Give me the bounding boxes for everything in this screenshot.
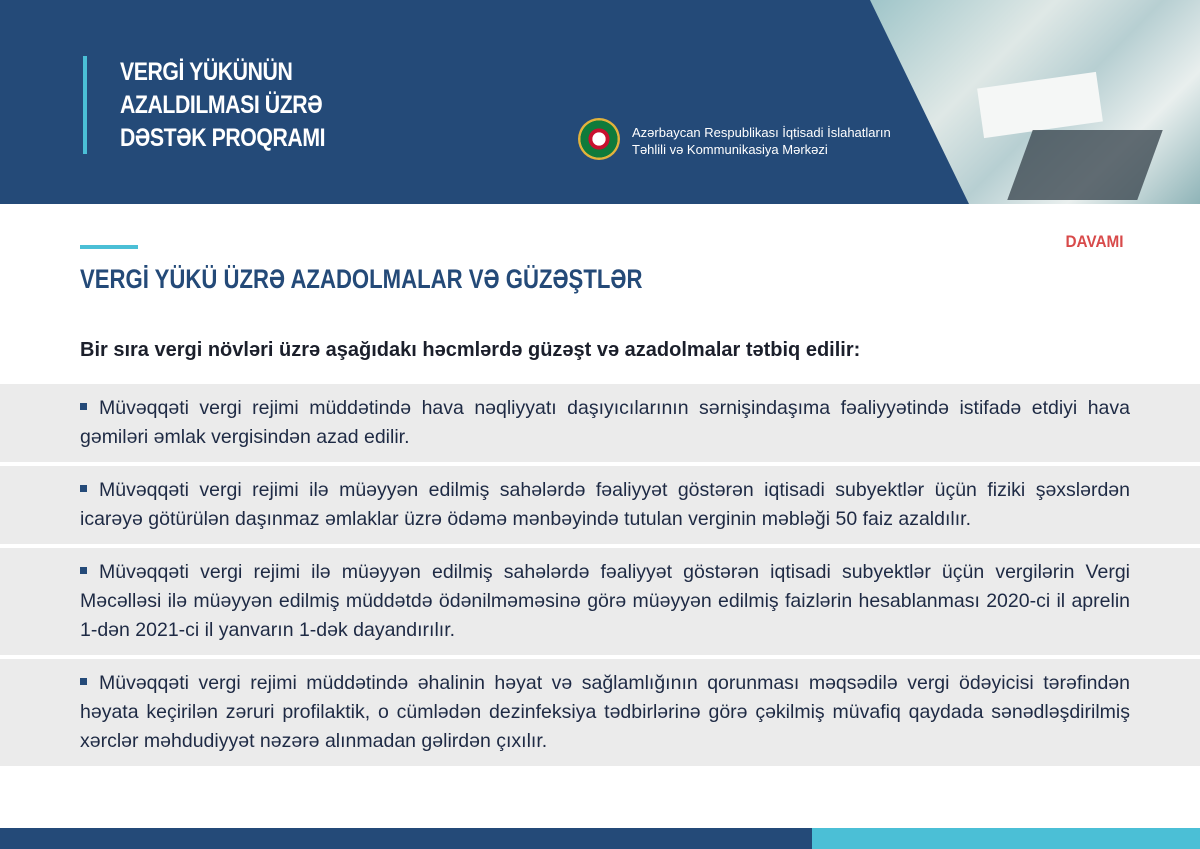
list-item [0, 659, 1200, 766]
list-item [0, 548, 1200, 655]
bullet-icon [80, 403, 87, 410]
footer-bar-accent [812, 828, 1200, 849]
bullet-icon [80, 485, 87, 492]
item-text: Müvəqqəti vergi rejimi müddətində əhalinin həyat və sağlamlığının qorunması məqsədilə vergi ödəyicisi tərəfindən həyata keçirilən zəruri profilaktik, o cümlədən dezinfeksiya tədbirlərinə görə çəkilmiş müvafiq qaydada sənədləşdirilmiş xərclər məhdudiyyət nəzərə alınmadan gəlirdən çıxılır. [80, 672, 1130, 752]
header-photo [870, 0, 1200, 204]
title-line: VERGİ YÜKÜNÜN [120, 58, 293, 86]
org-line: Təhlili və Kommunikasiya Mərkəzi [632, 142, 828, 157]
item-text: Müvəqqəti vergi rejimi ilə müəyyən edilmiş sahələrdə fəaliyyət göstərən iqtisadi subyektlər üçün fiziki şəxslərdən icarəyə götürülən daşınmaz əmlaklar üzrə ödəmə mənbəyində tutulan verginin məbləği 50 faiz azaldılır. [80, 479, 1130, 530]
title-accent-bar [83, 56, 87, 154]
list-item [0, 384, 1200, 462]
bullet-icon [80, 567, 87, 574]
section-accent-bar [80, 245, 138, 249]
organization-name [632, 124, 891, 158]
list-item [0, 466, 1200, 544]
item-text: Müvəqqəti vergi rejimi ilə müəyyən edilmiş sahələrdə fəaliyyət göstərən iqtisadi subyektlər üçün vergilərin Vergi Məcəlləsi ilə müəyyən edilmiş müddətdə ödənilməməsinə görə müəyyən edilmiş faizlərin hesablanması 2020-ci il aprelin 1-dən 2021-ci il yanvarın 1-dək dayandırılır. [80, 561, 1130, 641]
header-banner [0, 0, 1200, 204]
program-title [120, 56, 325, 155]
state-emblem-icon [578, 118, 620, 160]
section-title: VERGİ YÜKÜ ÜZRƏ AZADOLMALAR VƏ GÜZƏŞTLƏR [80, 264, 643, 294]
org-line: Azərbaycan Respublikası İqtisadi İslahatların [632, 125, 891, 140]
bullet-icon [80, 678, 87, 685]
intro-text: Bir sıra vergi növləri üzrə aşağıdakı həcmlərdə güzəşt və azadolmalar tətbiq edilir: [80, 339, 861, 361]
item-text: Müvəqqəti vergi rejimi müddətində hava nəqliyyatı daşıyıcılarının sərnişindaşıma fəaliyyətində istifadə etdiyi hava gəmiləri əmlak vergisindən azad edilir. [80, 397, 1130, 448]
footer-bar-primary [0, 828, 812, 849]
title-line: DƏSTƏK PROQRAMI [120, 124, 326, 152]
title-line: AZALDILMASI ÜZRƏ [120, 91, 323, 119]
continued-label: DAVAMI [1065, 232, 1124, 251]
items-list [0, 384, 1200, 770]
